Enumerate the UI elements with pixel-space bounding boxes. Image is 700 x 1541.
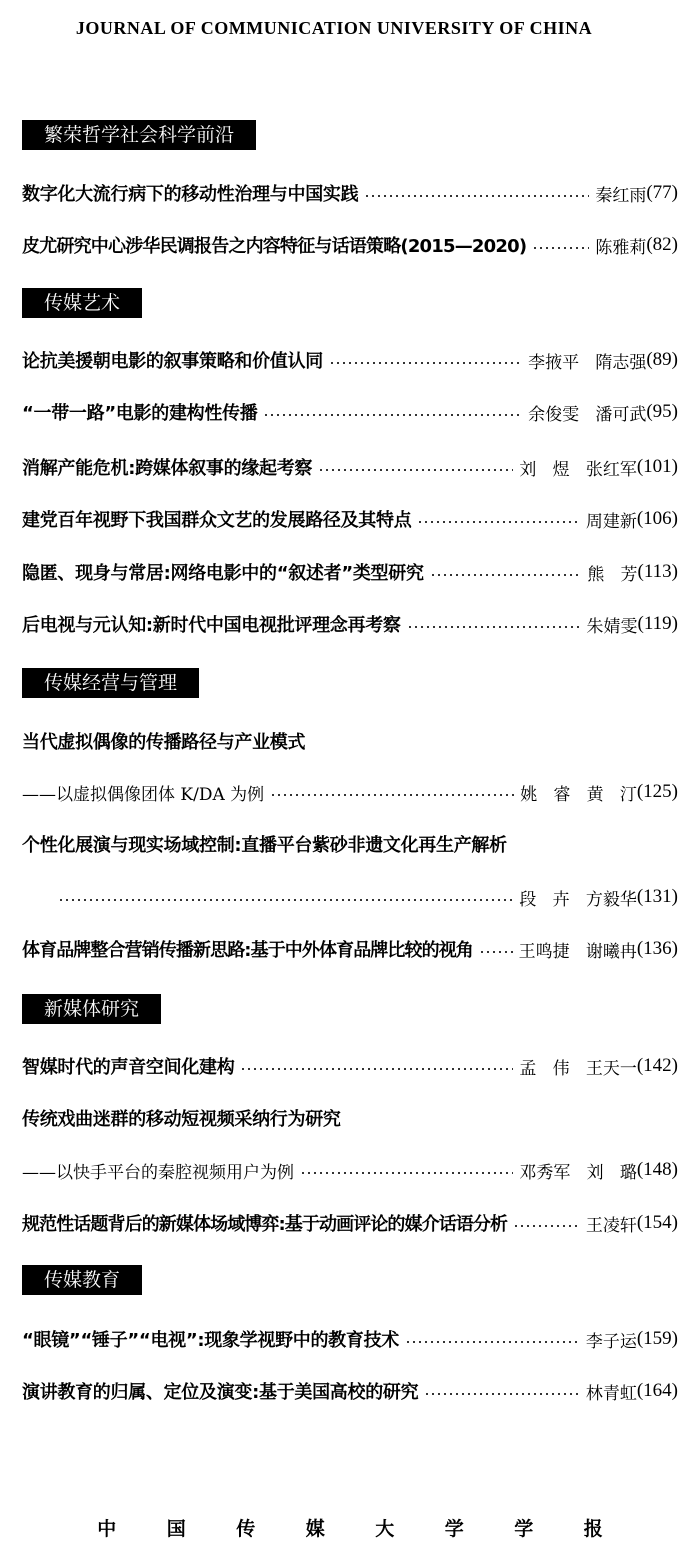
entry-author: 朱婧雯 — [586, 616, 638, 637]
entry-author: 孟 伟 王天一 — [519, 1058, 637, 1079]
entry-subtitle: ——以虚拟偶像团体 K/DA 为例 — [22, 784, 265, 805]
entry-author: 段 卉 方毅华 — [519, 889, 637, 910]
entry-page: (89) — [646, 349, 678, 370]
entry-title: 建党百年视野下我国群众文艺的发展路径及其特点 — [22, 510, 412, 531]
dot-leader — [479, 951, 513, 953]
dot-leader — [240, 1068, 513, 1070]
toc-entry[interactable] — [22, 454, 678, 480]
toc-entry[interactable] — [22, 180, 678, 206]
dot-leader — [270, 794, 514, 796]
footer-char: 大 — [375, 1518, 395, 1540]
toc-entry[interactable] — [22, 399, 678, 425]
entry-page: (136) — [636, 938, 678, 959]
toc-entry-subtitle-line[interactable] — [22, 779, 678, 805]
entry-author: 陈雅莉 — [595, 237, 647, 258]
toc-entry-subtitle-line[interactable] — [22, 884, 678, 910]
entry-title: 消解产能危机:跨媒体叙事的缘起考察 — [22, 458, 313, 479]
journal-footer — [0, 1514, 700, 1541]
entry-author: 姚 睿 黄 汀 — [520, 784, 637, 805]
entry-author: 秦红雨 — [595, 185, 647, 206]
entry-title: 传统戏曲迷群的移动短视频采纳行为研究 — [22, 1109, 341, 1130]
dot-leader — [329, 362, 522, 364]
entry-page: (106) — [636, 508, 678, 529]
footer-char: 学 — [444, 1518, 464, 1540]
toc-entry[interactable] — [22, 1210, 678, 1236]
entry-title: 个性化展演与现实场域控制:直播平台紫砂非遗文化再生产解析 — [22, 835, 507, 856]
toc-entry[interactable] — [22, 1326, 678, 1352]
dot-leader — [417, 521, 579, 523]
entry-author: 余俊雯 潘可武 — [528, 404, 647, 425]
entry-page: (159) — [636, 1328, 678, 1349]
entry-page: (154) — [636, 1212, 678, 1233]
footer-char: 学 — [514, 1518, 534, 1540]
entry-title: 皮尤研究中心涉华民调报告之内容特征与话语策略(2015—2020) — [22, 236, 527, 257]
dot-leader — [263, 414, 522, 416]
toc-entry[interactable] — [22, 559, 678, 585]
section-header: 传媒艺术 — [22, 288, 142, 318]
dot-leader — [532, 247, 589, 249]
toc-entry[interactable] — [22, 347, 678, 373]
entry-title: 智媒时代的声音空间化建构 — [22, 1057, 235, 1078]
footer-char: 报 — [583, 1518, 603, 1540]
entry-title: 演讲教育的归属、定位及演变:基于美国高校的研究 — [22, 1382, 419, 1403]
entry-title: 数字化大流行病下的移动性治理与中国实践 — [22, 184, 359, 205]
entry-title: “一带一路”电影的建构性传播 — [22, 403, 258, 424]
entry-page: (113) — [637, 561, 678, 582]
toc-entry-title-line[interactable] — [22, 1105, 678, 1131]
entry-page: (95) — [646, 401, 678, 422]
entry-page: (77) — [646, 182, 678, 203]
dot-leader — [364, 195, 589, 197]
entry-author: 周建新 — [585, 511, 637, 532]
entry-page: (101) — [636, 456, 678, 477]
entry-author: 李子运 — [585, 1331, 637, 1352]
footer-char: 国 — [166, 1518, 186, 1540]
dot-leader — [300, 1172, 513, 1174]
footer-char: 中 — [97, 1518, 117, 1540]
entry-author: 李掖平 隋志强 — [528, 352, 647, 373]
entry-title: 体育品牌整合营销传播新思路:基于中外体育品牌比较的视角 — [22, 940, 473, 961]
dot-leader — [405, 1341, 580, 1343]
entry-author: 林青虹 — [585, 1383, 637, 1404]
entry-page: (82) — [646, 234, 678, 255]
entry-author: 王鸣捷 谢曦冉 — [518, 941, 637, 962]
section-header: 新媒体研究 — [22, 994, 161, 1024]
entry-subtitle: ——以快手平台的秦腔视频用户为例 — [22, 1162, 294, 1183]
entry-title: 当代虚拟偶像的传播路径与产业模式 — [22, 732, 306, 753]
dot-leader — [513, 1225, 580, 1227]
entry-title: 规范性话题背后的新媒体场域博弈:基于动画评论的媒介话语分析 — [22, 1214, 508, 1235]
footer-char: 传 — [236, 1518, 256, 1540]
entry-title: 隐匿、现身与常居:网络电影中的“叙述者”类型研究 — [22, 563, 424, 584]
dot-leader — [407, 626, 581, 628]
section-header: 传媒教育 — [22, 1265, 142, 1295]
entry-author: 王凌轩 — [585, 1215, 637, 1236]
toc-entry[interactable] — [22, 611, 678, 637]
section-header: 繁荣哲学社会科学前沿 — [22, 120, 256, 150]
entry-page: (131) — [636, 886, 678, 907]
entry-page: (142) — [636, 1055, 678, 1076]
toc-entry[interactable] — [22, 1053, 678, 1079]
dot-leader — [58, 899, 513, 901]
entry-author: 邓秀军 刘 璐 — [519, 1162, 637, 1183]
entry-title: 论抗美援朝电影的叙事策略和价值认同 — [22, 351, 323, 372]
entry-page: (164) — [636, 1380, 678, 1401]
entry-page: (148) — [636, 1159, 678, 1180]
toc-entry[interactable] — [22, 1378, 678, 1404]
toc-entry-title-line[interactable] — [22, 728, 678, 754]
entry-title: 后电视与元认知:新时代中国电视批评理念再考察 — [22, 615, 401, 636]
entry-page: (125) — [636, 781, 678, 802]
entry-title: “眼镜”“锤子”“电视”:现象学视野中的教育技术 — [22, 1330, 399, 1351]
journal-title: JOURNAL OF COMMUNICATION UNIVERSITY OF CHINA — [75, 18, 593, 38]
section-header: 传媒经营与管理 — [22, 668, 199, 698]
toc-entry[interactable] — [22, 936, 678, 962]
toc-entry-title-line[interactable] — [22, 831, 678, 857]
footer-char: 媒 — [305, 1518, 325, 1540]
dot-leader — [424, 1393, 580, 1395]
entry-page: (119) — [637, 613, 678, 634]
dot-leader — [430, 574, 582, 576]
toc-entry-subtitle-line[interactable] — [22, 1157, 678, 1183]
toc-entry[interactable] — [22, 232, 678, 258]
entry-author: 熊 芳 — [587, 564, 638, 585]
entry-author: 刘 煜 张红军 — [519, 459, 637, 480]
dot-leader — [318, 469, 513, 471]
toc-entry[interactable] — [22, 506, 678, 532]
